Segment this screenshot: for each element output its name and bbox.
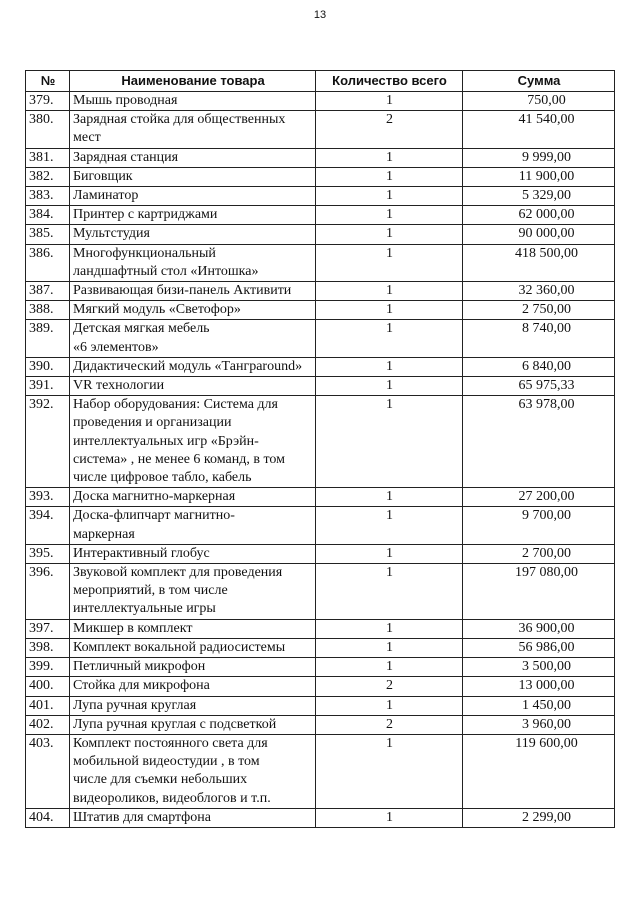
table-row: [26, 92, 615, 111]
row-sum: 2 750,00: [463, 301, 615, 320]
row-sum: 63 978,00: [463, 396, 615, 488]
row-quantity: 1: [316, 357, 463, 376]
row-sum: 3 960,00: [463, 715, 615, 734]
row-sum: 13 000,00: [463, 677, 615, 696]
row-number: 381.: [26, 148, 70, 167]
row-sum: 1 450,00: [463, 696, 615, 715]
table-row: [26, 677, 615, 696]
row-sum: 2 299,00: [463, 808, 615, 827]
row-quantity: 1: [316, 544, 463, 563]
row-quantity: 1: [316, 92, 463, 111]
row-quantity: 1: [316, 301, 463, 320]
row-item-name: Дидактический модуль «Тангрaround»: [70, 357, 316, 376]
table-row: [26, 696, 615, 715]
row-item-name: Зарядная станция: [70, 148, 316, 167]
row-number: 395.: [26, 544, 70, 563]
row-quantity: 1: [316, 377, 463, 396]
table-row: [26, 206, 615, 225]
row-item-name: Микшер в комплект: [70, 619, 316, 638]
row-quantity: 1: [316, 282, 463, 301]
row-number: 394.: [26, 507, 70, 544]
row-quantity: 1: [316, 206, 463, 225]
row-item-name: Зарядная стойка для общественных мест: [70, 111, 316, 148]
row-item-name: Мультстудия: [70, 225, 316, 244]
row-quantity: 1: [316, 167, 463, 186]
row-quantity: 1: [316, 148, 463, 167]
table-row: [26, 564, 615, 620]
row-number: 404.: [26, 808, 70, 827]
row-number: 402.: [26, 715, 70, 734]
row-number: 388.: [26, 301, 70, 320]
row-item-name: Лупа ручная круглая: [70, 696, 316, 715]
row-number: 396.: [26, 564, 70, 620]
row-quantity: 1: [316, 696, 463, 715]
row-item-name: Петличный микрофон: [70, 658, 316, 677]
row-quantity: 1: [316, 320, 463, 357]
row-sum: 65 975,33: [463, 377, 615, 396]
row-item-name: Развивающая бизи-панель Активити: [70, 282, 316, 301]
row-item-name: Многофункциональный ландшафтный стол «Интошка»: [70, 244, 316, 281]
row-number: 383.: [26, 187, 70, 206]
table-row: [26, 658, 615, 677]
row-sum: 8 740,00: [463, 320, 615, 357]
row-number: 384.: [26, 206, 70, 225]
row-sum: 119 600,00: [463, 734, 615, 808]
row-quantity: 1: [316, 564, 463, 620]
table-row: [26, 111, 615, 148]
row-number: 400.: [26, 677, 70, 696]
table-row: [26, 619, 615, 638]
row-number: 386.: [26, 244, 70, 281]
row-quantity: 2: [316, 677, 463, 696]
row-item-name: Ламинатор: [70, 187, 316, 206]
row-item-name: Звуковой комплект для проведения мероприятий, в том числе интеллектуальные игры: [70, 564, 316, 620]
row-sum: 6 840,00: [463, 357, 615, 376]
row-quantity: 1: [316, 396, 463, 488]
table-row: [26, 396, 615, 488]
row-quantity: 1: [316, 638, 463, 657]
row-number: 385.: [26, 225, 70, 244]
row-number: 389.: [26, 320, 70, 357]
row-sum: 9 999,00: [463, 148, 615, 167]
row-number: 398.: [26, 638, 70, 657]
row-quantity: 1: [316, 507, 463, 544]
table-row: [26, 715, 615, 734]
row-number: 390.: [26, 357, 70, 376]
table-row: [26, 148, 615, 167]
row-item-name: VR технологии: [70, 377, 316, 396]
row-item-name: Штатив для смартфона: [70, 808, 316, 827]
row-quantity: 2: [316, 715, 463, 734]
row-quantity: 1: [316, 619, 463, 638]
header-item-name: Наименование товара: [70, 71, 316, 92]
row-item-name: Доска-флипчарт магнитно- маркерная: [70, 507, 316, 544]
table-row: [26, 357, 615, 376]
row-number: 399.: [26, 658, 70, 677]
row-item-name: Интерактивный глобус: [70, 544, 316, 563]
table-header-row: [26, 71, 615, 92]
table-row: [26, 187, 615, 206]
row-sum: 27 200,00: [463, 488, 615, 507]
row-sum: 750,00: [463, 92, 615, 111]
items-table: [25, 70, 615, 828]
table-row: [26, 167, 615, 186]
row-sum: 41 540,00: [463, 111, 615, 148]
row-item-name: Мягкий модуль «Светофор»: [70, 301, 316, 320]
table-row: [26, 320, 615, 357]
row-number: 403.: [26, 734, 70, 808]
row-item-name: Принтер с картриджами: [70, 206, 316, 225]
row-sum: 11 900,00: [463, 167, 615, 186]
row-number: 379.: [26, 92, 70, 111]
row-item-name: Детская мягкая мебель «6 элементов»: [70, 320, 316, 357]
row-sum: 62 000,00: [463, 206, 615, 225]
row-quantity: 1: [316, 658, 463, 677]
row-sum: 36 900,00: [463, 619, 615, 638]
header-number: №: [26, 71, 70, 92]
row-number: 392.: [26, 396, 70, 488]
row-item-name: Стойка для микрофона: [70, 677, 316, 696]
row-quantity: 1: [316, 734, 463, 808]
row-quantity: 1: [316, 244, 463, 281]
row-item-name: Биговщик: [70, 167, 316, 186]
row-sum: 9 700,00: [463, 507, 615, 544]
row-item-name: Комплект постоянного света для мобильной видеостудии , в том числе для съемки небольших видеороликов, видеоблогов и т.п.: [70, 734, 316, 808]
row-item-name: Комплект вокальной радиосистемы: [70, 638, 316, 657]
table-row: [26, 507, 615, 544]
row-quantity: 1: [316, 488, 463, 507]
row-item-name: Набор оборудования: Система для проведения и организации интеллектуальных игр «Брэйн- система» , не менее 6 команд, в том числе цифровое табло, кабель: [70, 396, 316, 488]
row-number: 393.: [26, 488, 70, 507]
row-sum: 2 700,00: [463, 544, 615, 563]
row-sum: 418 500,00: [463, 244, 615, 281]
row-number: 397.: [26, 619, 70, 638]
table-row: [26, 808, 615, 827]
row-number: 380.: [26, 111, 70, 148]
table-row: [26, 225, 615, 244]
row-number: 401.: [26, 696, 70, 715]
header-sum: Сумма: [463, 71, 615, 92]
row-number: 387.: [26, 282, 70, 301]
row-sum: 5 329,00: [463, 187, 615, 206]
row-item-name: Лупа ручная круглая с подсветкой: [70, 715, 316, 734]
table-row: [26, 488, 615, 507]
row-number: 391.: [26, 377, 70, 396]
table-row: [26, 377, 615, 396]
row-sum: 197 080,00: [463, 564, 615, 620]
row-number: 382.: [26, 167, 70, 186]
row-sum: 3 500,00: [463, 658, 615, 677]
table-row: [26, 544, 615, 563]
page-number: 13: [313, 9, 327, 21]
table-row: [26, 282, 615, 301]
row-item-name: Мышь проводная: [70, 92, 316, 111]
table-row: [26, 301, 615, 320]
header-quantity: Количество всего: [316, 71, 463, 92]
table-row: [26, 638, 615, 657]
row-sum: 56 986,00: [463, 638, 615, 657]
row-quantity: 1: [316, 187, 463, 206]
row-sum: 32 360,00: [463, 282, 615, 301]
row-quantity: 1: [316, 808, 463, 827]
row-quantity: 1: [316, 225, 463, 244]
row-sum: 90 000,00: [463, 225, 615, 244]
table-row: [26, 734, 615, 808]
row-item-name: Доска магнитно-маркерная: [70, 488, 316, 507]
row-quantity: 2: [316, 111, 463, 148]
table-row: [26, 244, 615, 281]
